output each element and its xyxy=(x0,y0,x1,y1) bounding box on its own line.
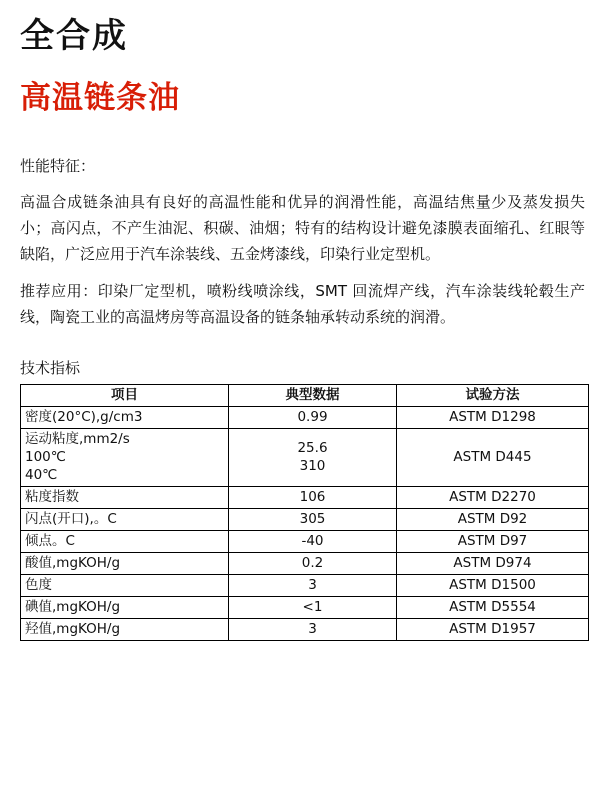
cell-method: ASTM D5554 xyxy=(397,596,589,618)
application-paragraph: 推荐应用：印染厂定型机，喷粉线喷涂线，SMT 回流焊产线，汽车涂装线轮毂生产线，陶瓷工业的高温烤房等高温设备的链条轴承转动系统的润滑。 xyxy=(20,282,585,327)
cell-item: 粘度指数 xyxy=(21,486,229,508)
tech-specs-heading: 技术指标 xyxy=(20,358,81,377)
table-row xyxy=(21,618,589,640)
product-name-title: 高温链条油 xyxy=(20,80,180,117)
cell-method: ASTM D1500 xyxy=(397,574,589,596)
tech-specs-table xyxy=(20,384,589,641)
table-row xyxy=(21,552,589,574)
cell-item: 闪点(开口),。C xyxy=(21,508,229,530)
cell-value: 3 xyxy=(229,574,397,596)
cell-method: ASTM D974 xyxy=(397,552,589,574)
table-header-row xyxy=(21,384,589,406)
table-row xyxy=(21,428,589,486)
cell-value: 3 xyxy=(229,618,397,640)
cell-value: <1 xyxy=(229,596,397,618)
column-header-item: 项目 xyxy=(21,384,229,406)
cell-item: 倾点。C xyxy=(21,530,229,552)
cell-item-sub2: 40℃ xyxy=(25,467,58,484)
cell-value: 305 xyxy=(229,508,397,530)
table-row xyxy=(21,486,589,508)
table-row xyxy=(21,530,589,552)
column-header-method: 试验方法 xyxy=(397,384,589,406)
table-row xyxy=(21,596,589,618)
cell-item: 羟值,mgKOH/g xyxy=(21,618,229,640)
page-title: 全合成 xyxy=(20,16,128,56)
cell-method: ASTM D1957 xyxy=(397,618,589,640)
cell-value: 0.99 xyxy=(229,406,397,428)
table-row xyxy=(21,508,589,530)
column-header-value: 典型数据 xyxy=(229,384,397,406)
cell-item: 碘值,mgKOH/g xyxy=(21,596,229,618)
cell-item-main: 运动粘度,mm2/s xyxy=(25,430,130,447)
cell-method: ASTM D445 xyxy=(397,428,589,486)
cell-value: -40 xyxy=(229,530,397,552)
cell-method: ASTM D92 xyxy=(397,508,589,530)
features-heading: 性能特征： xyxy=(20,157,96,176)
cell-item-sub1: 100℃ xyxy=(25,449,66,466)
cell-method: ASTM D97 xyxy=(397,530,589,552)
table-row xyxy=(21,574,589,596)
cell-value: 0.2 xyxy=(229,552,397,574)
cell-item: 酸值,mgKOH/g xyxy=(21,552,229,574)
features-paragraph: 高温合成链条油具有良好的高温性能和优异的润滑性能，高温结焦量少及蒸发损失小；高闪点，不产生油泥、积碳、油烟；特有的结构设计避免漆膜表面缩孔、红眼等缺陷，广泛应用于汽车涂装线、五金烤漆线，印染行业定型机。 xyxy=(20,192,585,263)
cell-value: 106 xyxy=(229,486,397,508)
cell-method: ASTM D1298 xyxy=(397,406,589,428)
table-row xyxy=(21,406,589,428)
cell-value xyxy=(229,428,397,486)
cell-value-sub2: 310 xyxy=(299,458,326,475)
cell-value-sub1: 25.6 xyxy=(297,440,328,457)
cell-item: 密度(20°C),g/cm3 xyxy=(21,406,229,428)
cell-item xyxy=(21,428,229,486)
cell-method: ASTM D2270 xyxy=(397,486,589,508)
cell-item: 色度 xyxy=(21,574,229,596)
